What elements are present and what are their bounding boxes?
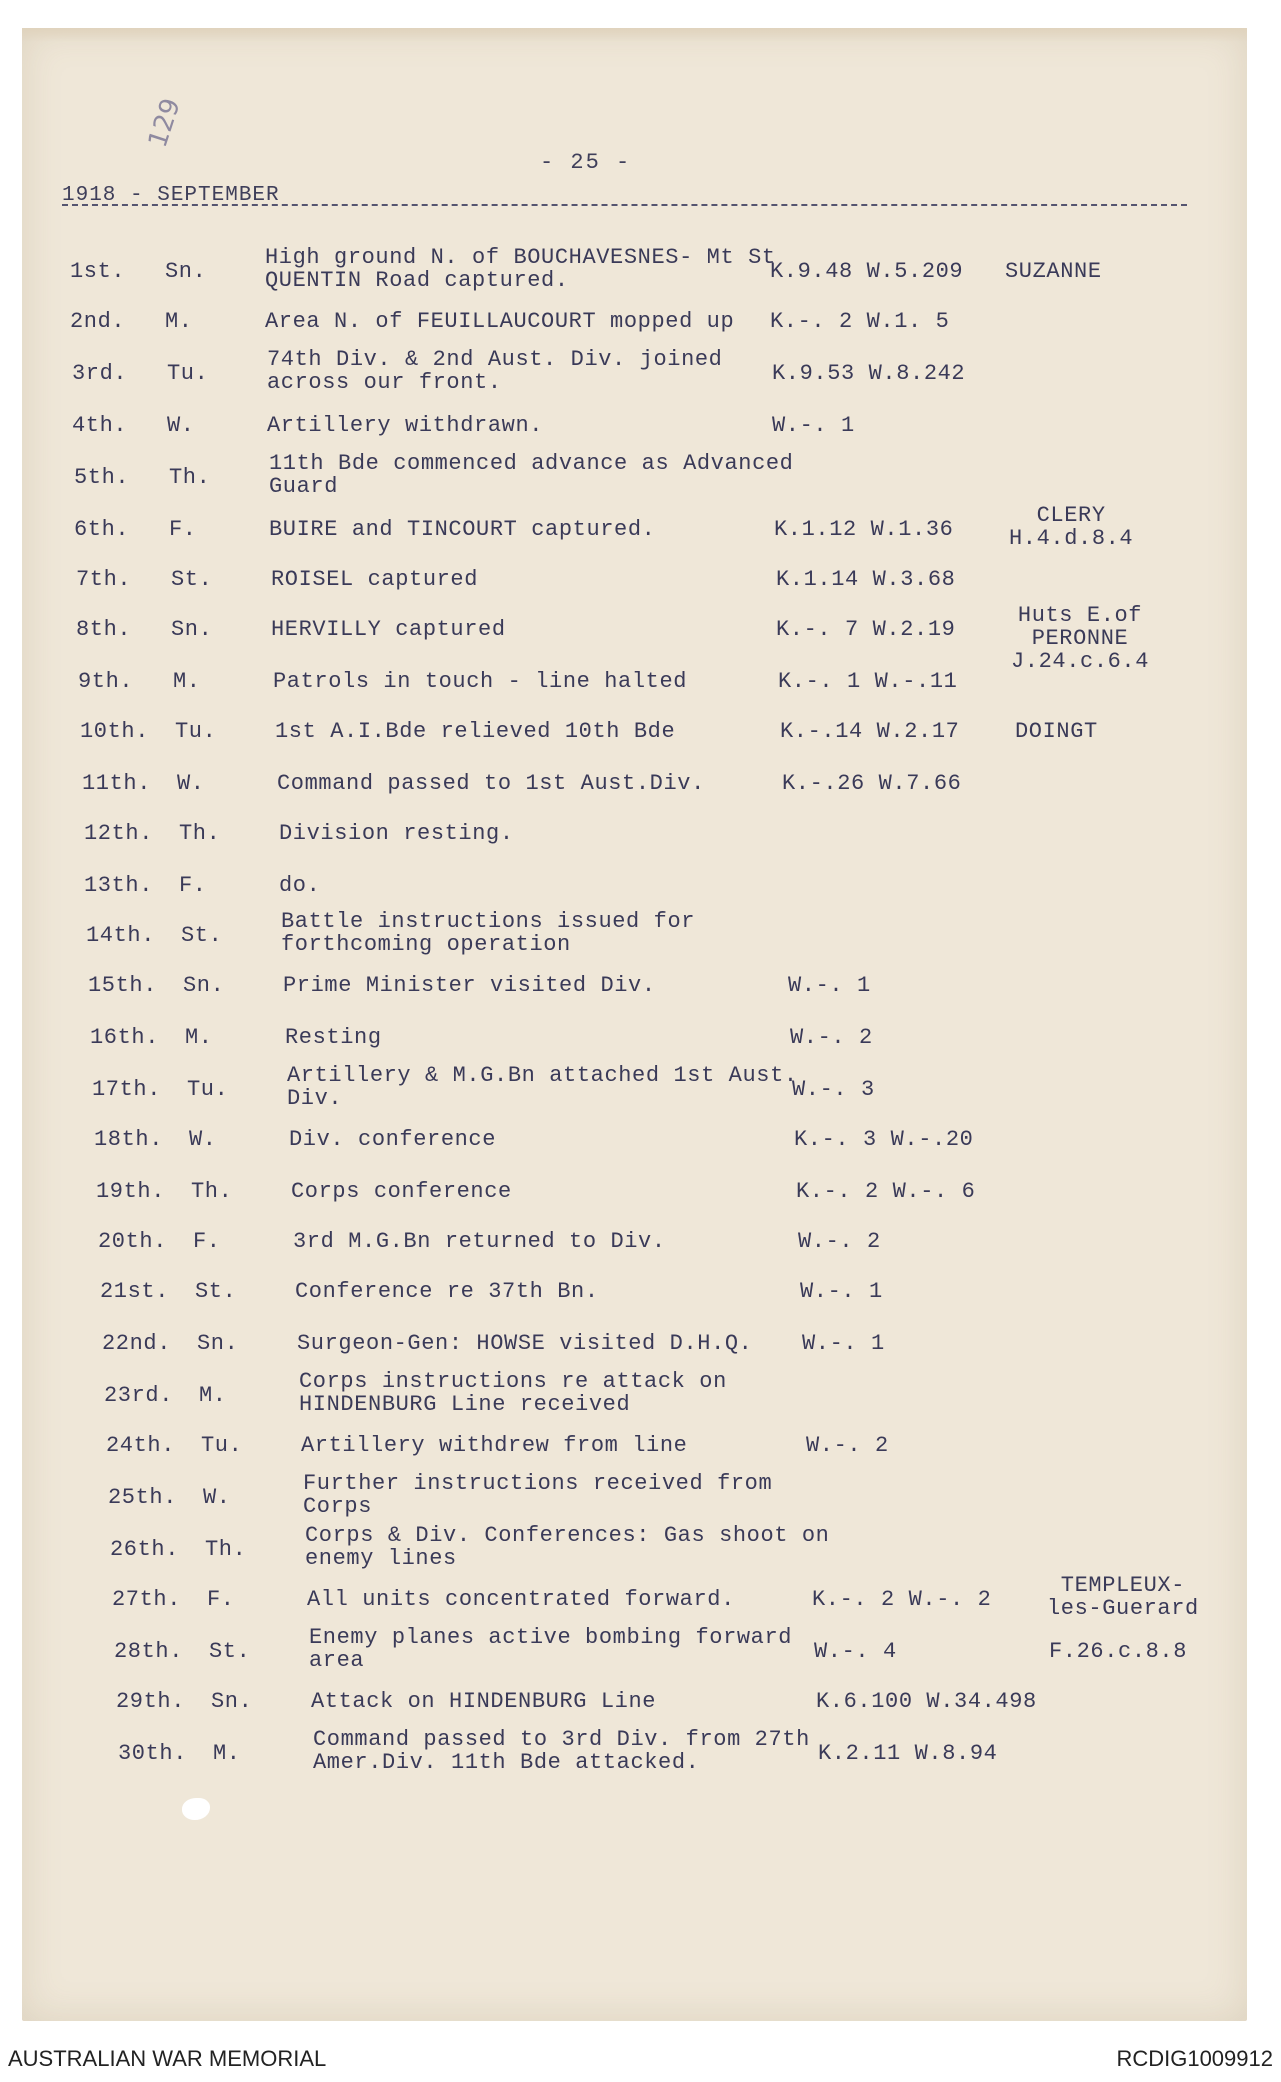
entry-date: 2nd. — [70, 309, 126, 334]
entry-date: 3rd. — [72, 361, 128, 386]
entry-date: 10th. — [80, 719, 150, 744]
entry-event: Artillery withdrawn. — [267, 413, 544, 438]
footer-id: RCDIG1009912 — [1116, 2046, 1273, 2071]
entry-day: St. — [195, 1279, 237, 1304]
entry-event: 74th Div. & 2nd Aust. Div. joined across our front. — [267, 347, 723, 395]
entry-casualties: W.-. 1 — [800, 1279, 883, 1304]
entry-event: Artillery withdrew from line — [301, 1433, 688, 1458]
entry-day: M. — [199, 1383, 227, 1408]
entry-event: All units concentrated forward. — [307, 1587, 735, 1612]
entry-event: 3rd M.G.Bn returned to Div. — [293, 1229, 666, 1254]
paper-tear — [182, 1798, 210, 1820]
page-header: 1918 - SEPTEMBER — [62, 184, 280, 207]
entry-date: 20th. — [98, 1229, 168, 1254]
entry-date: 11th. — [82, 771, 152, 796]
entry-date: 22nd. — [102, 1331, 172, 1356]
entry-casualties: K.1.14 W.3.68 — [776, 567, 956, 592]
entry-day: F. — [169, 517, 197, 542]
header-divider — [62, 204, 1187, 206]
entry-event: Division resting. — [279, 821, 514, 846]
entry-casualties: K.-. 7 W.2.19 — [776, 617, 956, 642]
entry-day: Tu. — [201, 1433, 243, 1458]
entry-day: W. — [189, 1127, 217, 1152]
entry-date: 6th. — [74, 517, 130, 542]
entry-day: Th. — [191, 1179, 233, 1204]
entry-day: F. — [207, 1587, 235, 1612]
entry-date: 14th. — [86, 923, 156, 948]
entry-event: Patrols in touch - line halted — [273, 669, 688, 694]
entry-day: Sn. — [197, 1331, 239, 1356]
entry-day: W. — [177, 771, 205, 796]
entry-day: Tu. — [187, 1077, 229, 1102]
entry-location: SUZANNE — [1005, 259, 1102, 284]
entry-day: M. — [165, 309, 193, 334]
entry-casualties: W.-. 2 — [806, 1433, 889, 1458]
entry-date: 18th. — [94, 1127, 164, 1152]
entry-event: 11th Bde commenced advance as Advanced Guard — [269, 451, 794, 499]
entry-casualties: K.-.14 W.2.17 — [780, 719, 960, 744]
entry-day: M. — [185, 1025, 213, 1050]
entry-casualties: K.-. 2 W.1. 5 — [770, 309, 950, 334]
entry-event: Battle instructions issued for forthcoming operation — [281, 909, 696, 957]
entry-casualties: W.-. 1 — [788, 973, 871, 998]
entry-date: 30th. — [118, 1741, 188, 1766]
footer-source: AUSTRALIAN WAR MEMORIAL — [8, 2046, 327, 2071]
diary-entry — [4, 503, 1224, 568]
entry-day: F. — [193, 1229, 221, 1254]
diary-entry — [24, 1128, 1244, 1178]
entry-casualties: K.1.12 W.1.36 — [774, 517, 954, 542]
entry-day: W. — [203, 1485, 231, 1510]
entry-casualties: W.-. 2 — [790, 1025, 873, 1050]
entry-day: W. — [167, 413, 195, 438]
entry-casualties: W.-. 4 — [814, 1639, 897, 1664]
entry-day: M. — [213, 1741, 241, 1766]
entry-date: 1st. — [70, 259, 126, 284]
entry-date: 19th. — [96, 1179, 166, 1204]
diary-entry — [12, 772, 1232, 822]
entry-event: Resting — [285, 1025, 382, 1050]
entry-location: F.26.c.8.8 — [1049, 1639, 1188, 1664]
entry-location: CLERY H.4.d.8.4 — [1009, 503, 1134, 551]
entry-event: Further instructions received from Corps — [303, 1471, 773, 1519]
entry-day: Th. — [169, 465, 211, 490]
entry-day: St. — [209, 1639, 251, 1664]
diary-entry — [30, 1280, 1250, 1330]
entry-event: HERVILLY captured — [271, 617, 506, 642]
entry-event: 1st A.I.Bde relieved 10th Bde — [275, 719, 676, 744]
diary-entry — [34, 1369, 1254, 1434]
entry-date: 25th. — [108, 1485, 178, 1510]
entry-event: Surgeon-Gen: HOWSE visited D.H.Q. — [297, 1331, 753, 1356]
entry-date: 7th. — [76, 567, 132, 592]
entry-casualties: K.9.48 W.5.209 — [770, 259, 964, 284]
diary-entry — [44, 1625, 1264, 1690]
entry-day: Sn. — [211, 1689, 253, 1714]
entry-day: Th. — [205, 1537, 247, 1562]
diary-entry — [16, 909, 1236, 974]
entry-casualties: K.-. 3 W.-.20 — [794, 1127, 974, 1152]
entry-event: Area N. of FEUILLAUCOURT mopped up — [265, 309, 735, 334]
diary-entry — [22, 1063, 1242, 1128]
entry-casualties: K.-. 1 W.-.11 — [778, 669, 958, 694]
diary-entry — [18, 974, 1238, 1024]
entry-date: 9th. — [78, 669, 134, 694]
entry-casualties: K.6.100 W.34.498 — [816, 1689, 1037, 1714]
entry-event: BUIRE and TINCOURT captured. — [269, 517, 656, 542]
page-number: - 25 - — [540, 150, 632, 175]
entry-date: 26th. — [110, 1537, 180, 1562]
entry-event: Corps conference — [291, 1179, 512, 1204]
folio-number: 129 — [142, 94, 187, 152]
entry-day: Sn. — [183, 973, 225, 998]
entry-event: Attack on HINDENBURG Line — [311, 1689, 657, 1714]
entry-day: Sn. — [165, 259, 207, 284]
entry-event: Conference re 37th Bn. — [295, 1279, 599, 1304]
entry-date: 27th. — [112, 1587, 182, 1612]
diary-entry — [2, 347, 1222, 412]
entry-day: Tu. — [167, 361, 209, 386]
diary-entry — [28, 1230, 1248, 1280]
entry-casualties: K.-. 2 W.-. 6 — [796, 1179, 976, 1204]
entry-casualties: W.-. 1 — [772, 413, 855, 438]
entry-date: 24th. — [106, 1433, 176, 1458]
entry-location: TEMPLEUX- les-Guerard — [1047, 1573, 1199, 1621]
entry-date: 29th. — [116, 1689, 186, 1714]
entry-event: Enemy planes active bombing forward area — [309, 1625, 793, 1673]
entry-day: Tu. — [175, 719, 217, 744]
entry-event: High ground N. of BOUCHAVESNES- Mt St QUENTIN Road captured. — [265, 245, 776, 293]
entry-event: Corps instructions re attack on HINDENBURG Line received — [299, 1369, 727, 1417]
diary-entry — [14, 822, 1234, 872]
entry-date: 16th. — [90, 1025, 160, 1050]
diary-entry — [48, 1727, 1268, 1792]
entry-location: DOINGT — [1015, 719, 1098, 744]
entry-casualties: K.9.53 W.8.242 — [772, 361, 966, 386]
entry-date: 13th. — [84, 873, 154, 898]
diary-entry — [26, 1180, 1246, 1230]
entry-date: 28th. — [114, 1639, 184, 1664]
entry-casualties: W.-. 1 — [802, 1331, 885, 1356]
entry-day: Sn. — [171, 617, 213, 642]
diary-entry — [10, 720, 1230, 770]
entry-casualties: W.-. 3 — [792, 1077, 875, 1102]
entry-day: Th. — [179, 821, 221, 846]
entry-date: 4th. — [72, 413, 128, 438]
entry-day: St. — [181, 923, 223, 948]
diary-entry — [6, 603, 1226, 674]
entry-event: Artillery & M.G.Bn attached 1st Aust. Div. — [287, 1063, 798, 1111]
entry-event: Prime Minister visited Div. — [283, 973, 656, 998]
entry-date: 23rd. — [104, 1383, 174, 1408]
entry-date: 17th. — [92, 1077, 162, 1102]
entry-date: 5th. — [74, 465, 130, 490]
entry-event: Div. conference — [289, 1127, 497, 1152]
entry-event: do. — [279, 873, 321, 898]
entry-casualties: K.2.11 W.8.94 — [818, 1741, 998, 1766]
entry-date: 8th. — [76, 617, 132, 642]
entry-location: Huts E.of PERONNE J.24.c.6.4 — [1011, 603, 1150, 674]
entry-event: ROISEL captured — [271, 567, 479, 592]
diary-entry — [0, 245, 1220, 310]
entry-date: 12th. — [84, 821, 154, 846]
entry-event: Command passed to 1st Aust.Div. — [277, 771, 705, 796]
entry-day: St. — [171, 567, 213, 592]
entry-casualties: K.-.26 W.7.66 — [782, 771, 962, 796]
entry-date: 21st. — [100, 1279, 170, 1304]
entry-event: Command passed to 3rd Div. from 27th Amer.Div. 11th Bde attacked. — [313, 1727, 810, 1775]
entry-date: 15th. — [88, 973, 158, 998]
entry-day: F. — [179, 873, 207, 898]
entry-event: Corps & Div. Conferences: Gas shoot on enemy lines — [305, 1523, 830, 1571]
diary-entry — [8, 670, 1228, 720]
entry-day: M. — [173, 669, 201, 694]
entry-casualties: W.-. 2 — [798, 1229, 881, 1254]
entry-casualties: K.-. 2 W.-. 2 — [812, 1587, 992, 1612]
